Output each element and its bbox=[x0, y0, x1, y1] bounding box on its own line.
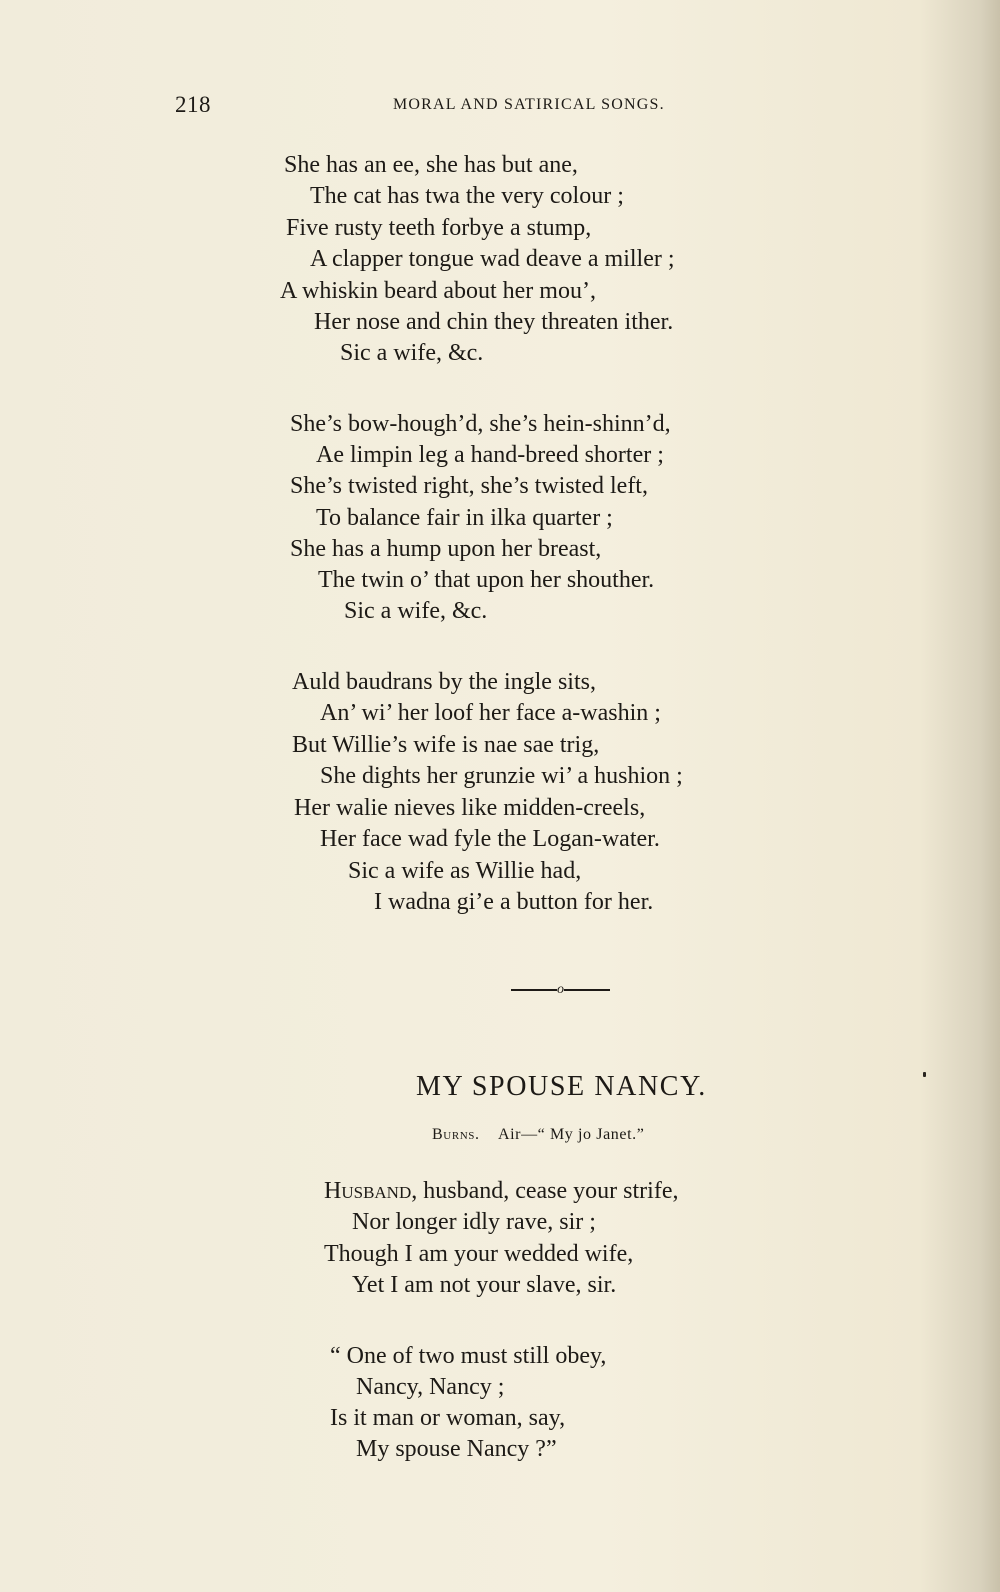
verse-line: But Willie’s wife is nae sae trig, bbox=[292, 732, 600, 758]
divider-rule bbox=[564, 989, 610, 991]
verse-refrain: Sic a wife, &c. bbox=[344, 598, 488, 624]
verse-line: Is it man or woman, say, bbox=[330, 1405, 566, 1431]
verse-line: She’s twisted right, she’s twisted left, bbox=[290, 473, 648, 499]
verse-line: She has an ee, she has but ane, bbox=[284, 152, 578, 178]
divider-rule bbox=[511, 989, 557, 991]
running-head: MORAL AND SATIRICAL SONGS. bbox=[393, 96, 665, 113]
verse-line: Five rusty teeth forbye a stump, bbox=[286, 215, 592, 241]
song-title: MY SPOUSE NANCY. bbox=[416, 1071, 707, 1102]
verse-line: Ae limpin leg a hand-breed shorter ; bbox=[316, 442, 664, 468]
verse-line: She has a hump upon her breast, bbox=[290, 536, 602, 562]
verse-line: She’s bow-hough’d, she’s hein-shinn’d, bbox=[290, 411, 671, 437]
song-author: Burns. bbox=[432, 1126, 480, 1143]
verse-line-rest: husband, cease your strife, bbox=[417, 1178, 679, 1204]
verse-refrain: Sic a wife, &c. bbox=[340, 340, 484, 366]
song-air: Air—“ My jo Janet.” bbox=[497, 1126, 645, 1143]
verse-line: Yet I am not your slave, sir. bbox=[352, 1272, 617, 1298]
page-number: 218 bbox=[175, 92, 211, 117]
verse-line: Her nose and chin they threaten ither. bbox=[314, 309, 674, 335]
verse-line: Nor longer idly rave, sir ; bbox=[352, 1209, 596, 1235]
verse-line: To balance fair in ilka quarter ; bbox=[316, 505, 613, 531]
verse-line: Her face wad fyle the Logan-water. bbox=[320, 826, 660, 852]
verse-line: “ One of two must still obey, bbox=[330, 1343, 607, 1369]
verse-line: She dights her grunzie wi’ a hushion ; bbox=[320, 763, 683, 789]
ink-speck bbox=[923, 1072, 926, 1077]
verse-line: I wadna gi’e a button for her. bbox=[374, 889, 654, 915]
verse-first-word: Husband, bbox=[324, 1178, 418, 1204]
verse-line: A whiskin beard about her mou’, bbox=[280, 278, 596, 304]
section-divider bbox=[511, 982, 610, 998]
verse-line: Her walie nieves like midden-creels, bbox=[294, 795, 646, 821]
verse-line: A clapper tongue wad deave a miller ; bbox=[310, 246, 675, 272]
verse-line: Nancy, Nancy ; bbox=[356, 1374, 505, 1400]
song-attribution bbox=[432, 1126, 644, 1144]
verse-line: Auld baudrans by the ingle sits, bbox=[292, 669, 596, 695]
verse-line: The cat has twa the very colour ; bbox=[310, 183, 624, 209]
verse-line: Though I am your wedded wife, bbox=[324, 1241, 634, 1267]
divider-mark: o bbox=[557, 982, 564, 997]
verse-line: Sic a wife as Willie had, bbox=[348, 858, 582, 884]
verse-line: The twin o’ that upon her shouther. bbox=[318, 567, 655, 593]
verse-line bbox=[324, 1176, 678, 1207]
verse-line: An’ wi’ her loof her face a-washin ; bbox=[320, 700, 661, 726]
verse-line: My spouse Nancy ?” bbox=[356, 1436, 557, 1462]
